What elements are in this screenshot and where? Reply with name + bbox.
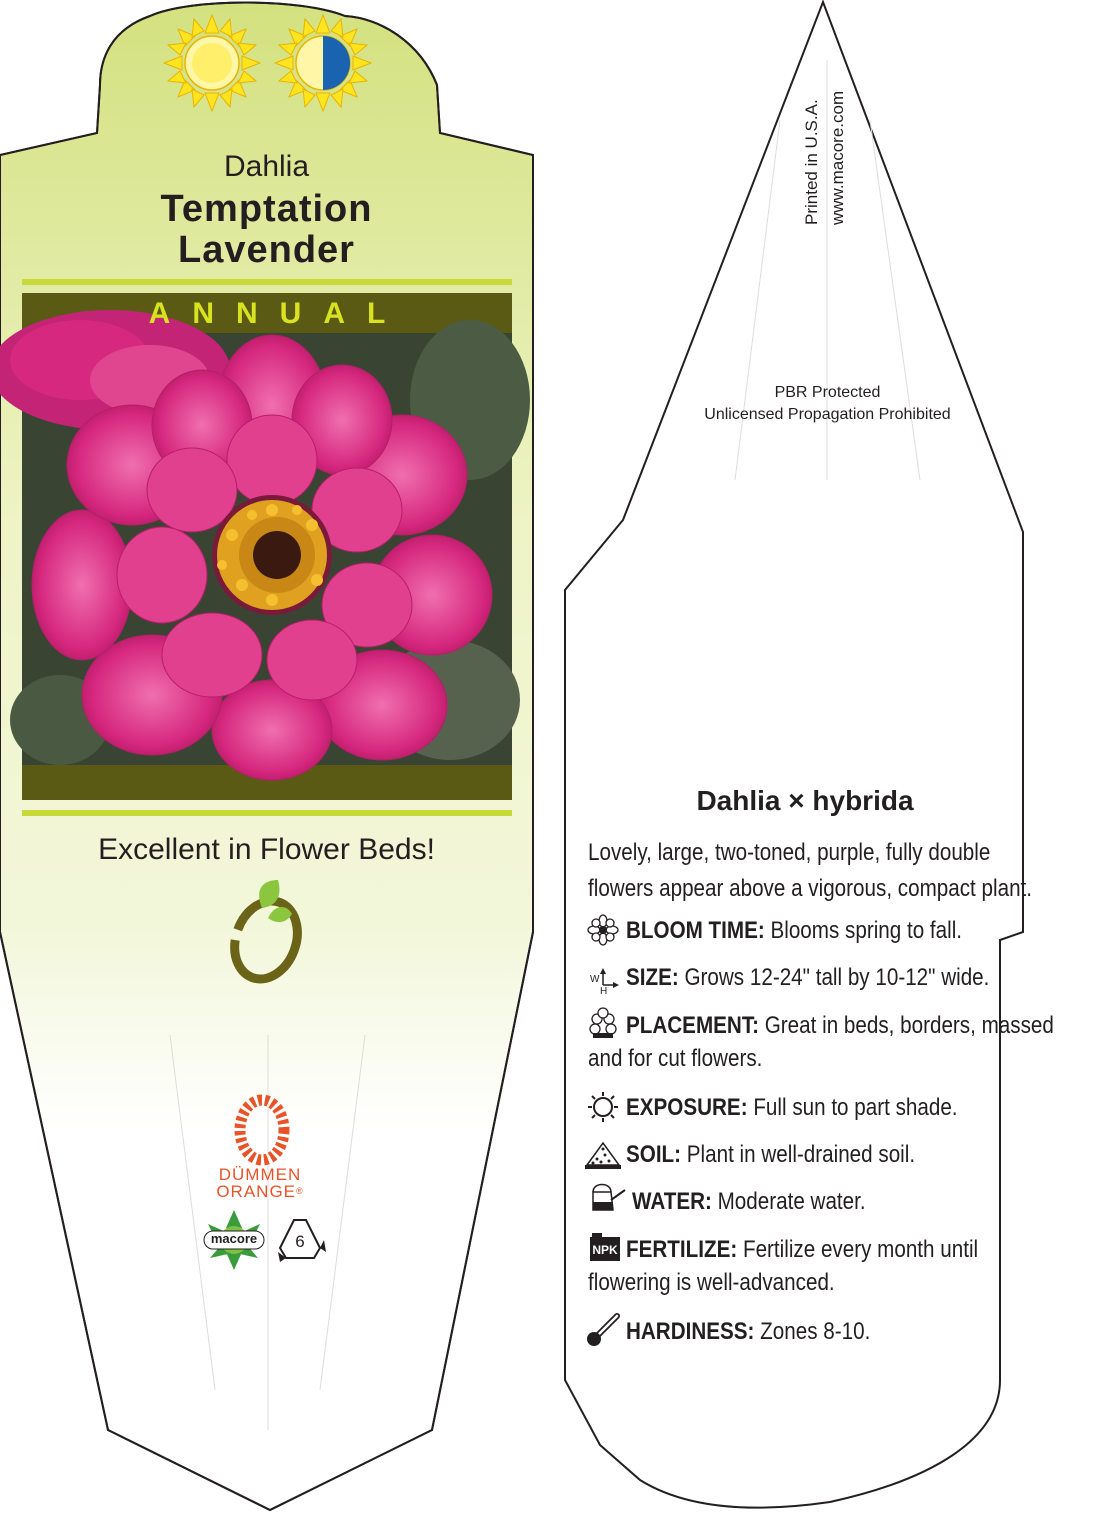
printed-in-usa: Printed in U.S.A.: [802, 99, 821, 225]
pbr-line1: PBR Protected: [774, 384, 881, 401]
full-sun-icon: [164, 15, 260, 111]
part-sun-icon: [275, 15, 371, 111]
flower-photo: [0, 310, 530, 780]
website: www.macore.com: [828, 90, 847, 225]
bottom-lime-band: [22, 810, 512, 816]
species-name: Dahlia × hybrida: [696, 785, 914, 816]
care-fertilize: FERTILIZE: Fertilize every month until: [626, 1236, 979, 1263]
tagline: Excellent in Flower Beds!: [98, 833, 435, 866]
care-soil: SOIL: Plant in well-drained soil.: [626, 1141, 916, 1168]
printed-rotated-wrap: [724, 62, 750, 292]
care-water: WATER: Moderate water.: [632, 1188, 866, 1215]
plant-type-label: ANNUAL: [148, 297, 408, 330]
size-icon-h: H: [600, 986, 608, 997]
variety-name-line2: Lavender: [178, 229, 355, 271]
brand-line1: DÜMMEN: [218, 1165, 302, 1184]
variety-name-line1: Temptation: [160, 188, 373, 230]
description: [588, 835, 1070, 907]
npk-icon-label: NPK: [592, 1243, 618, 1257]
care-placement-line2: and for cut flowers.: [588, 1045, 763, 1072]
macore-logo-text: macore: [210, 1231, 258, 1246]
size-icon-w: W: [590, 974, 600, 985]
top-lime-band: [22, 279, 512, 285]
pbr-line2: Unlicensed Propagation Prohibited: [704, 406, 951, 423]
recycle-code: 6: [295, 1232, 305, 1251]
care-exposure: EXPOSURE: Full sun to part shade.: [626, 1094, 958, 1121]
description-line1: Lovely, large, two-toned, purple, fully double: [588, 839, 991, 866]
brand-line2: ORANGE®: [216, 1182, 304, 1201]
care-size: SIZE: Grows 12-24" tall by 10-12" wide.: [626, 964, 990, 991]
care-fertilize-line2: flowering is well-advanced.: [588, 1269, 835, 1296]
care-bloom-time: BLOOM TIME: Blooms spring to fall.: [626, 917, 963, 944]
genus-name: Dahlia: [223, 150, 310, 183]
care-placement: PLACEMENT: Great in beds, borders, massed: [626, 1012, 1054, 1039]
description-line2: flowers appear above a vigorous, compact plant.: [588, 875, 1033, 902]
care-hardiness: HARDINESS: Zones 8-10.: [626, 1318, 871, 1345]
